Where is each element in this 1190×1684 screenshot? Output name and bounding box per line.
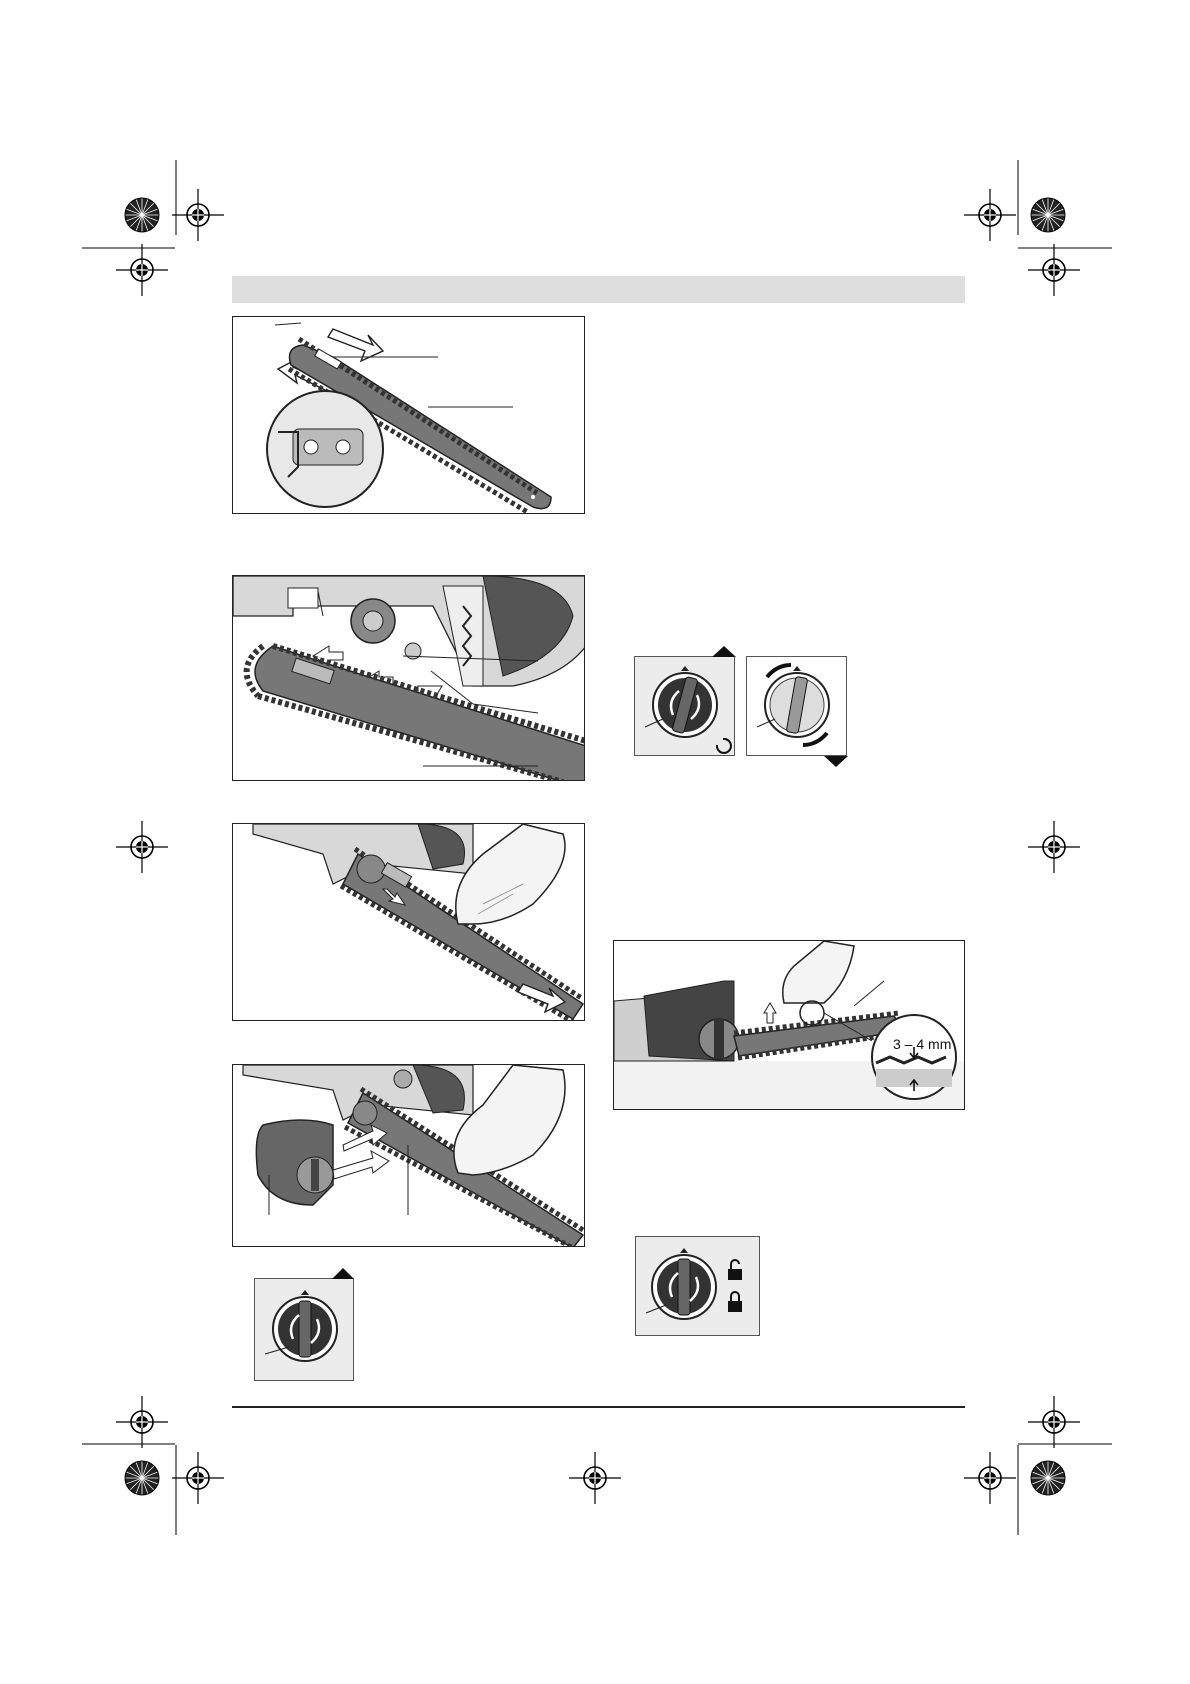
lock-icon: [728, 1292, 742, 1312]
triangle-marker-icon: [712, 646, 736, 657]
registration-mark-icon: [172, 1452, 224, 1504]
fig-knob-lock: [635, 1236, 760, 1336]
fig-bar-chain-turning: [232, 316, 585, 514]
color-target-icon: [125, 198, 159, 232]
fig-chain-mounting: [232, 575, 585, 781]
rotate-arrow-icon: [717, 739, 731, 753]
registration-mark-icon: [964, 189, 1016, 241]
triangle-marker-icon: [332, 1268, 354, 1279]
registration-mark-icon: [1028, 1396, 1080, 1448]
registration-mark-icon: [116, 821, 168, 873]
footer-rule: [232, 1406, 965, 1408]
fig-pull-bar: [232, 823, 585, 1021]
fig-attach-cover: [232, 1064, 585, 1247]
color-target-icon: [1031, 1461, 1065, 1495]
fig-knob-loosen: [634, 656, 735, 756]
triangle-marker-icon: [824, 756, 848, 767]
registration-mark-icon: [172, 189, 224, 241]
registration-mark-icon: [116, 244, 168, 296]
registration-mark-icon: [1028, 821, 1080, 873]
tension-gap-label: 3 – 4 mm: [893, 1036, 952, 1052]
registration-mark-icon: [1028, 244, 1080, 296]
color-target-icon: [1031, 198, 1065, 232]
fig-chain-tension-check: [613, 940, 965, 1110]
registration-mark-icon: [116, 1396, 168, 1448]
fig-knob-loosen-pair: [746, 656, 847, 756]
registration-mark-icon: [964, 1452, 1016, 1504]
fig-knob-tighten: [254, 1278, 354, 1381]
color-target-icon: [125, 1461, 159, 1495]
registration-mark-icon: [569, 1452, 621, 1504]
unlock-icon: [728, 1260, 742, 1280]
